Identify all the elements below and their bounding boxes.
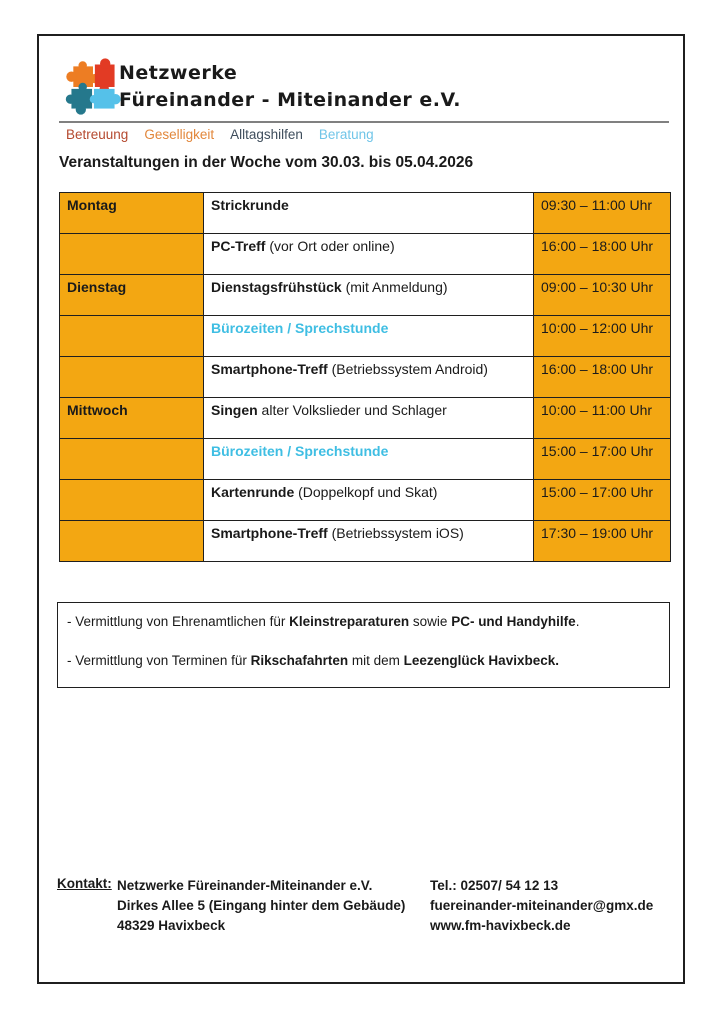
table-row: [60, 316, 671, 357]
note-line: [67, 653, 661, 668]
event-cell: [204, 521, 534, 562]
time-cell: 09:30 – 11:00 Uhr: [534, 193, 671, 234]
day-cell: [60, 234, 204, 275]
page-frame: [37, 34, 685, 984]
event-cell: [204, 357, 534, 398]
nav-item-geselligkeit[interactable]: Geselligkeit: [144, 127, 215, 142]
note-text: mit dem: [348, 653, 404, 668]
event-name: Strickrunde: [211, 197, 289, 213]
time-cell: 16:00 – 18:00 Uhr: [534, 357, 671, 398]
brand-line-2: Füreinander - Miteinander e.V.: [119, 88, 461, 111]
time-cell: 10:00 – 11:00 Uhr: [534, 398, 671, 439]
contact-details: [430, 876, 653, 936]
time-cell: 15:00 – 17:00 Uhr: [534, 480, 671, 521]
nav-item-betreuung[interactable]: Betreuung: [66, 127, 129, 142]
event-name: Dienstagsfrühstück: [211, 279, 342, 295]
day-cell: Montag: [60, 193, 204, 234]
email-address: fuereinander-miteinander@gmx.de: [430, 898, 654, 913]
brand-line-1: Netzwerke: [119, 62, 238, 84]
schedule-table: [59, 192, 671, 562]
event-name: PC-Treff: [211, 238, 266, 254]
website-url: www.fm-havixbeck.de: [430, 918, 571, 933]
table-row: [60, 521, 671, 562]
contact-label: Kontakt:: [57, 876, 112, 891]
nav-item-beratung[interactable]: Beratung: [318, 127, 374, 142]
event-cell: [204, 193, 534, 234]
event-cell: [204, 316, 534, 357]
event-name: Smartphone-Treff: [211, 525, 328, 541]
event-detail: (vor Ort oder online): [265, 238, 395, 254]
table-row: [60, 275, 671, 316]
table-row: [60, 398, 671, 439]
event-cell: [204, 398, 534, 439]
time-cell: 17:30 – 19:00 Uhr: [534, 521, 671, 562]
event-name: Kartenrunde: [211, 484, 295, 500]
phone-number: Tel.: 02507/ 54 12 13: [430, 878, 559, 893]
time-cell: 10:00 – 12:00 Uhr: [534, 316, 671, 357]
day-cell: [60, 357, 204, 398]
event-name: Bürozeiten / Sprechstunde: [211, 443, 389, 459]
table-row: [60, 357, 671, 398]
event-cell: [204, 480, 534, 521]
table-row: [60, 193, 671, 234]
event-detail: (Betriebssystem Android): [327, 361, 488, 377]
note-bold: Kleinstreparaturen: [289, 614, 410, 629]
event-cell: [204, 275, 534, 316]
time-cell: 16:00 – 18:00 Uhr: [534, 234, 671, 275]
note-text: - Vermittlung von Terminen für: [67, 653, 251, 668]
contact-address: [117, 876, 405, 936]
day-cell: Mittwoch: [60, 398, 204, 439]
org-name: Netzwerke Füreinander-Miteinander e.V.: [117, 878, 373, 893]
note-line: [67, 614, 661, 629]
event-detail: (Doppelkopf und Skat): [294, 484, 438, 500]
day-cell: [60, 480, 204, 521]
street-line: Dirkes Allee 5 (Eingang hinter dem Gebäude): [117, 898, 406, 913]
event-detail: (Betriebssystem iOS): [327, 525, 464, 541]
note-text: .: [575, 614, 580, 629]
main-nav: [66, 127, 374, 142]
event-name: Bürozeiten / Sprechstunde: [211, 320, 389, 336]
table-row: [60, 480, 671, 521]
event-name: Singen: [211, 402, 258, 418]
note-text: sowie: [409, 614, 452, 629]
event-cell: [204, 439, 534, 480]
note-bold: Rikschafahrten: [250, 653, 349, 668]
note-text: - Vermittlung von Ehrenamtlichen für: [67, 614, 290, 629]
city-line: 48329 Havixbeck: [117, 918, 226, 933]
time-cell: 09:00 – 10:30 Uhr: [534, 275, 671, 316]
note-bold: Leezenglück Havixbeck.: [403, 653, 559, 668]
services-note-box: [57, 602, 670, 688]
event-detail: alter Volkslieder und Schlager: [257, 402, 447, 418]
header-divider: [59, 121, 669, 123]
note-bold: PC- und Handyhilfe: [451, 614, 576, 629]
day-cell: [60, 439, 204, 480]
nav-item-alltagshilfen[interactable]: Alltagshilfen: [230, 127, 303, 142]
event-name: Smartphone-Treff: [211, 361, 328, 377]
page-title: Veranstaltungen in der Woche vom 30.03. bis 05.04.2026: [59, 154, 474, 171]
day-cell: Dienstag: [60, 275, 204, 316]
table-row: [60, 234, 671, 275]
day-cell: [60, 521, 204, 562]
day-cell: [60, 316, 204, 357]
time-cell: 15:00 – 17:00 Uhr: [534, 439, 671, 480]
event-cell: [204, 234, 534, 275]
puzzle-logo-icon: [63, 56, 123, 118]
table-row: [60, 439, 671, 480]
brand-name: [119, 62, 461, 113]
event-detail: (mit Anmeldung): [341, 279, 448, 295]
